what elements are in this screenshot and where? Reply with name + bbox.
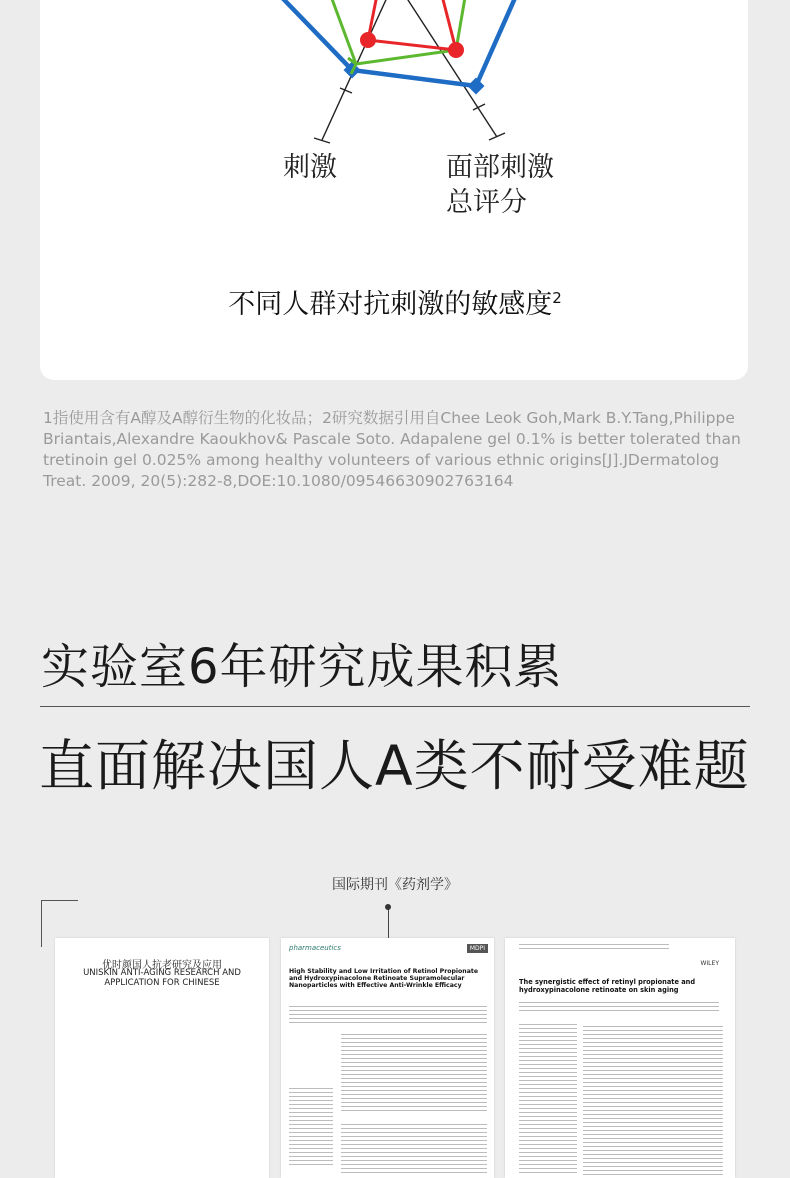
journal-label: 国际期刊《药剂学》 (332, 877, 458, 893)
pointer-dot (385, 904, 391, 910)
radar-chart (40, 0, 748, 380)
paper-pharmaceutics (281, 938, 494, 1178)
radar-axis-tick (489, 133, 505, 140)
headline-solution: 直面解决国人A类不耐受难题 (39, 734, 750, 798)
series-point-red (360, 32, 376, 48)
axis-label-irritation: 刺激 (283, 152, 337, 183)
paper-text-block (519, 1002, 719, 1014)
footnote: 1指使用含有A醇及A醇衍生物的化妆品；2研究数据引用自Chee Leok Goh,Mark B.Y.Tang,Philippe Briantais,Alexandre Kaoukhov& Pascale Soto. Adapalene gel 0.1% is better tolerated than tretinoin gel 0.025% among healthy volunteers of various ethnic origins[J].JDermatolog Treat. 2009, 20(5):282-8,DOE:10.1080/09546630902763164 (43, 409, 741, 490)
pointer-line (388, 905, 389, 939)
chart-card (40, 0, 748, 380)
paper-text-block (519, 944, 669, 950)
paper-text-block (341, 1124, 487, 1174)
axis-label-top-right (625, 0, 679, 2)
paper-title-en: UNISKIN ANTI-AGING RESEARCH AND APPLICATION FOR CHINESE (83, 968, 241, 988)
divider (40, 706, 750, 707)
series-point-blue (468, 78, 485, 95)
publisher-badge: MDPI (467, 944, 488, 953)
journal-name: pharmaceutics (289, 944, 341, 952)
series-line-red (368, 0, 456, 50)
publisher-name: WILEY (700, 960, 719, 967)
paper-wiley (505, 938, 735, 1178)
paper-text-block (583, 1026, 723, 1176)
paper-text-block (519, 1024, 577, 1174)
axis-label-facial-line1: 面部刺激 (446, 152, 554, 183)
paper-title: The synergistic effect of retinyl propionate and hydroxypinacolone retinoate on skin aging (519, 978, 696, 994)
axis-label-top-left (150, 0, 204, 2)
axis-label-facial-line2: 总评分 (446, 187, 527, 218)
chart-caption: 不同人群对抗刺激的敏感度$^2$ (228, 289, 562, 320)
paper-title-cn: 优时颜国人抗老研究及应用 (102, 960, 222, 971)
paper-title: High Stability and Low Irritation of Retinol Propionate and Hydroxypinacolone Retinoate Supramolecular Nanoparticles with Effective Anti-Wrinkle Efficacy (289, 968, 479, 990)
paper-text-block (289, 1088, 333, 1168)
paper-text-block (289, 1006, 487, 1026)
paper-text-block (341, 1034, 487, 1114)
paper-uniskin (55, 938, 269, 1178)
series-point-red (448, 42, 464, 58)
headline-research: 实验室6年研究成果积累 (41, 639, 563, 695)
